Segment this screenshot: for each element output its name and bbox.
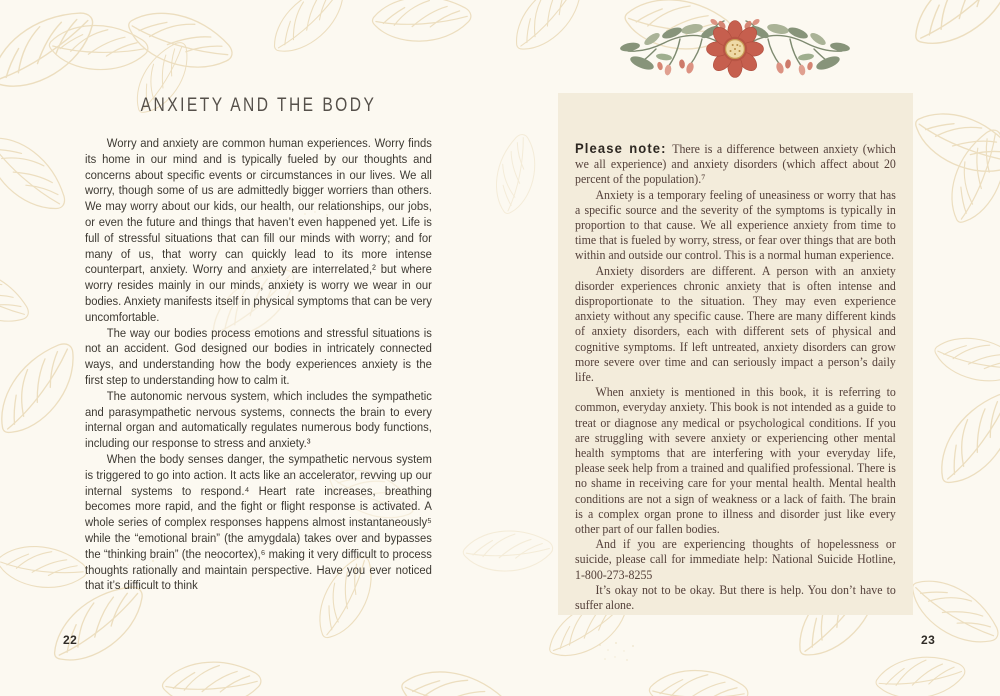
right-page: [500, 0, 1000, 696]
body-paragraph: Worry and anxiety are common human experiences. Worry finds its home in our mind and is typically fueled by our thoughts and concerns about specific events or circumstances in our lives. We all worry, though some of us are admittedly bigger worriers than others. We may worry about our kids, our health, our relationships, our jobs, or even the future and things that haven’t even happened yet. Life is full of stressful situations that can fill our minds with worry; and for many of us, that worry can quickly lead to its more intense counterpart, anxiety. Worry and anxiety are interrelated,² but where worry resides mainly in our minds, anxiety is worry we wear in our bodies. Anxiety manifests itself in physical symptoms that can be very uncomfortable.: [85, 136, 432, 324]
note-paragraph: Anxiety disorders are different. A person with an anxiety disorder experiences chronic anxiety that is often intense and disproportionate to the situation. They may even experience anxiety without any specific cause. There are many different kinds of anxiety disorders, each with different sets of physical and cognitive symptoms. If left untreated, anxiety disorders can grow more severe over time and can seriously impact a person’s daily life.: [575, 263, 896, 385]
floral-divider-icon: [612, 0, 858, 95]
page-number-left: 22: [63, 633, 78, 647]
note-paragraph: When anxiety is mentioned in this book, it is referring to common, everyday anxiety. This book is not intended as a guide to treat or diagnose any medical or psychological conditions. If you are struggling with severe anxiety or experiencing other mental health symptoms that are interfering with your everyday life, please seek help from a trained and qualified professional. There is no shame in receiving care for your mental health. Mental health conditions are not a sign of weakness or a lack of faith. The brain is a complex organ prone to illness and disorder just like every other part of our fallen bodies.: [575, 385, 896, 537]
note-body: [575, 141, 896, 613]
note-paragraph: It’s okay not to be okay. But there is help. You don’t have to suffer alone.: [575, 582, 896, 613]
page-number-right: 23: [921, 633, 936, 647]
body-paragraph: The way our bodies process emotions and stressful situations is not an accident. God designed our bodies in intricately connected ways, and understanding how the body experiences anxiety is the first step to understanding how to calm it.: [85, 325, 432, 387]
note-paragraph: Anxiety is a temporary feeling of uneasiness or worry that has a specific source and the severity of the symptoms is typically in proportion to that cause. We all experience anxiety from time to time that is fueled by worry, stress, or fear over things that are both within and outside our control. This is a normal human experience.: [575, 187, 896, 263]
note-lead-text: There is a difference between anxiety (which we all experience) and anxiety disorders (which affect about 20 percent of the population).⁷: [575, 142, 896, 187]
chapter-title: ANXIETY AND THE BODY: [140, 95, 377, 116]
body-paragraph: The autonomic nervous system, which includes the sympathetic and parasympathetic nervous systems, connects the brain to every internal organ and automatically regulates numerous body functions, including our response to stress and anxiety.³: [85, 388, 432, 451]
note-paragraph: [575, 141, 896, 188]
chapter-body: [85, 136, 432, 594]
note-paragraph: And if you are experiencing thoughts of hopelessness or suicide, please call for immediate help: National Suicide Hotline, 1-800-273-8255: [575, 537, 896, 582]
body-paragraph: When the body senses danger, the sympathetic nervous system is triggered to go into action. It acts like an accelerator, revving up our internal systems to respond.⁴ Heart rate increases, breathing becomes more rapid, and the fight or flight response is activated. A whole series of complex responses happens almost instantaneously⁵ while the “emotional brain” (the amygdala) takes over and bypasses the “thinking brain” (the neocortex),⁶ making it very difficult to process thoughts rationally and maintain perspective. Have you ever noticed that it’s difficult to think: [85, 451, 432, 593]
note-box: [558, 93, 913, 615]
note-lead-label: Please note:: [575, 140, 667, 156]
